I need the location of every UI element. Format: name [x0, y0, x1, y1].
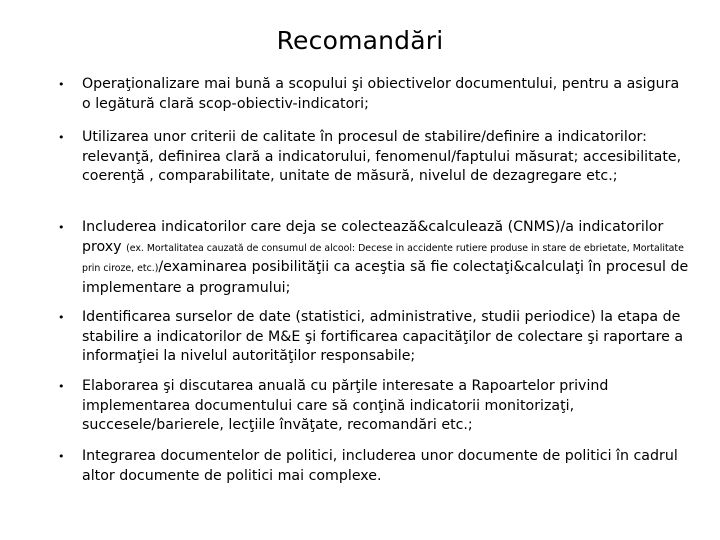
list-item-text-continued: /examinarea posibilităţii ca aceştia să fie colectaţi&calculaţi în procesul de implementare a programului; [82, 259, 689, 296]
list-item [58, 377, 692, 436]
list-item [58, 128, 692, 187]
slide-title: Recomandări [276, 26, 444, 55]
list-item-text: Includerea indicatorilor care deja se colectează&calculează (CNMS)/a indicatorilor proxy [82, 219, 664, 255]
list-item-text: Integrarea documentelor de politici, includerea unor documente de politici în cadrul altor documente de politici mai complexe. [82, 448, 678, 484]
list-item-note: (ex. Mortalitatea cauzată de consumul de alcool: Decese in accidente rutiere produse in stare de ebrietate, Mortalitate prin ciroze, etc.) [82, 242, 684, 274]
list-item-text: Identificarea surselor de date (statistici, administrative, studii periodice) la etapa de stabilire a indicatorilor de M&E şi fortificarea capacităţilor de colectare şi raportare a informaţiei la nivelul autorităţilor responsabile; [82, 309, 684, 364]
bullet-icon: • [58, 311, 65, 324]
list-item-text: Utilizarea unor criterii de calitate în procesul de stabilire/definire a indicatorilor: relevanţă, definirea clară a indicatorului, fenomenul/faptului măsurat; accesibilitate, coerenţă , comparabilitate, unitate de măsură, nivelul de dezagregare etc.; [82, 129, 682, 184]
bullet-icon: • [58, 131, 65, 144]
list-item [58, 218, 692, 298]
list-item [58, 447, 692, 486]
list-item-text: Elaborarea şi discutarea anuală cu părţile interesate a Rapoartelor privind implementarea documentului care să conţină indicatorii monitorizaţi, succesele/barierele, lecţiile învăţate, recomandări etc.; [82, 378, 609, 433]
bullet-icon: • [58, 450, 65, 463]
list-item [58, 308, 692, 367]
bullet-icon: • [58, 221, 65, 234]
bullet-icon: • [58, 78, 65, 91]
list-item-text: Operaţionalizare mai bună a scopului şi obiectivelor documentului, pentru a asigura o legătură clară scop-obiectiv-indicatori; [82, 76, 680, 112]
list-item [58, 75, 692, 114]
bullet-icon: • [58, 380, 65, 393]
